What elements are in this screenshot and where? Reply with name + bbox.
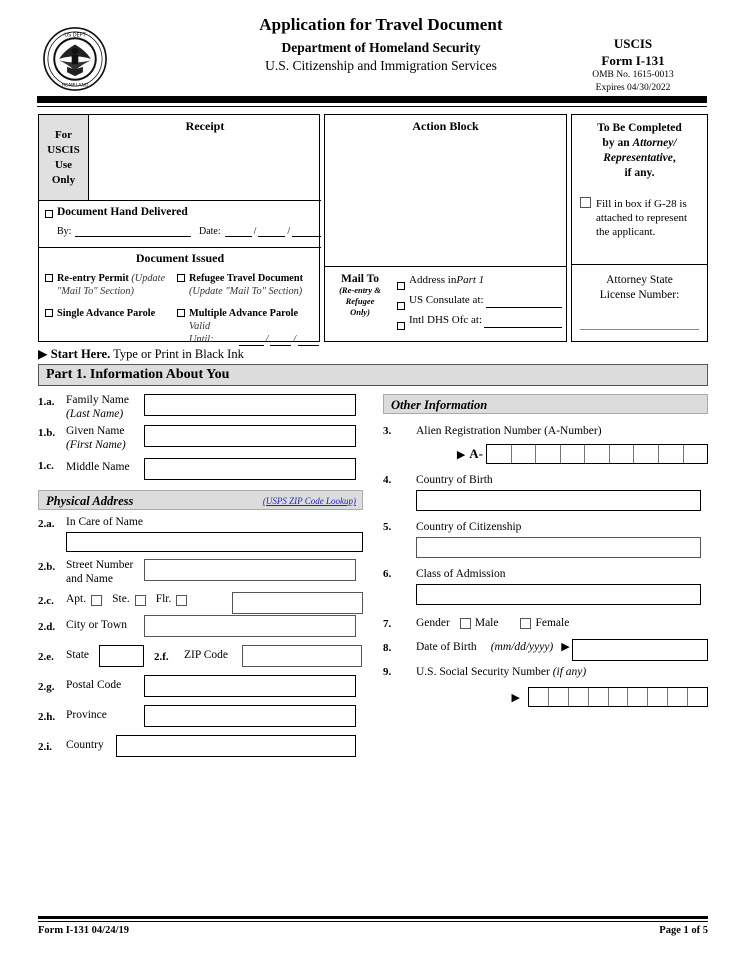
- attorney-title-line-2: [580, 136, 699, 151]
- ssn-cell-6[interactable]: [628, 688, 648, 706]
- field-row-in-care-of-name: [38, 516, 363, 530]
- valid-sep-2: /: [293, 334, 297, 345]
- field-row-unit-type: [38, 593, 363, 607]
- valid-sep-1: /: [265, 334, 269, 345]
- field-label-middle-name: Middle Name: [66, 461, 130, 473]
- field-label-state: State: [66, 649, 89, 662]
- attorney-title-line-3-post: ,: [672, 152, 676, 164]
- hand-delivered-section: [39, 201, 321, 248]
- field-num-4: 4.: [383, 474, 392, 486]
- street-number-and-name-input[interactable]: [144, 559, 356, 581]
- field-row-given-name: [38, 425, 363, 452]
- field-num-1b: 1.b.: [38, 427, 56, 439]
- mail-to-label: [325, 267, 395, 343]
- right-column: [383, 390, 708, 707]
- other-information-header: [383, 394, 708, 414]
- by-label: By:: [57, 226, 72, 237]
- footer-page-number: Page 1 of 5: [659, 925, 708, 936]
- footer-form-info: Form I-131 04/24/19: [38, 925, 129, 936]
- field-label-postal-code: Postal Code: [66, 679, 122, 692]
- a-cell-8[interactable]: [659, 445, 684, 463]
- multiple-advance-parole-option[interactable]: [177, 307, 319, 320]
- ssn-entry-row: [383, 687, 708, 707]
- attorney-license-line-2: License Number:: [599, 289, 680, 301]
- valid-until-label: Valid Until:: [189, 321, 214, 345]
- attorney-title-line-3: [580, 151, 699, 166]
- single-advance-parole-checkbox[interactable]: [45, 309, 53, 317]
- ssn-cell-3[interactable]: [569, 688, 589, 706]
- ssn-cell-5[interactable]: [609, 688, 629, 706]
- middle-name-input[interactable]: [144, 458, 356, 480]
- gender-male-label: Male: [474, 617, 499, 629]
- g28-checkbox-row[interactable]: [580, 197, 699, 239]
- refugee-travel-document-option[interactable]: [177, 272, 319, 285]
- mail-to-section: [325, 267, 566, 343]
- mail-to-address-part1-option[interactable]: [397, 273, 562, 288]
- given-name-line-2: (First Name): [66, 438, 126, 451]
- a-cell-5[interactable]: [585, 445, 610, 463]
- field-label-country-of-citizenship: Country of Citizenship: [416, 521, 522, 533]
- gender-female-checkbox[interactable]: [520, 618, 531, 629]
- country-of-birth-input[interactable]: [416, 490, 701, 511]
- mail-to-address-part1-checkbox[interactable]: [397, 282, 405, 290]
- hand-delivered-checkbox[interactable]: [45, 210, 53, 218]
- left-column: [38, 390, 363, 757]
- valid-until-year-input[interactable]: [298, 335, 319, 346]
- reentry-permit-note: (Update: [131, 273, 166, 284]
- field-row-province: [38, 705, 363, 727]
- svg-text:HOMELAND: HOMELAND: [61, 83, 89, 89]
- for-uscis-use-only-label: [39, 115, 89, 201]
- attorney-license-line-1: Attorney State: [606, 274, 673, 286]
- field-row-country-of-birth: [383, 473, 708, 487]
- multiple-advance-parole-label: Multiple Advance Parole: [189, 308, 299, 319]
- mail-to-address-part1-label: Address in: [409, 274, 457, 286]
- valid-until-month-input[interactable]: [239, 335, 264, 346]
- family-name-line-1: Family Name: [66, 394, 129, 406]
- mail-to-us-consulate-input[interactable]: [486, 296, 562, 308]
- g28-checkbox[interactable]: [580, 197, 591, 208]
- a-cell-6[interactable]: [610, 445, 635, 463]
- apt-checkbox[interactable]: [91, 595, 102, 606]
- a-cell-4[interactable]: [561, 445, 586, 463]
- receipt-section: [38, 114, 320, 345]
- flr-label: Flr.: [155, 593, 172, 606]
- a-cell-9[interactable]: [684, 445, 708, 463]
- mail-to-intl-dhs-label: Intl DHS Ofc at:: [409, 314, 483, 326]
- agency-name: Department of Homeland Security: [281, 40, 481, 55]
- postal-code-input[interactable]: [144, 675, 356, 697]
- a-cell-3[interactable]: [536, 445, 561, 463]
- field-num-2b: 2.b.: [38, 561, 56, 573]
- field-num-2c: 2.c.: [38, 595, 54, 607]
- zip-code-input[interactable]: [242, 645, 362, 667]
- svg-text:US DEPT: US DEPT: [64, 32, 86, 39]
- country-of-citizenship-input[interactable]: [416, 537, 701, 558]
- mail-to-us-consulate-option[interactable]: [397, 293, 562, 308]
- field-label-class-of-admission: Class of Admission: [416, 568, 506, 580]
- date-of-birth-format: (mm/dd/yyyy): [490, 641, 554, 653]
- field-label-street-number-and-name: [66, 559, 144, 586]
- field-num-2f: 2.f.: [154, 651, 169, 663]
- single-advance-parole-label: Single Advance Parole: [57, 308, 156, 319]
- field-row-state-zip: [38, 645, 363, 667]
- street-line-2: and Name: [66, 572, 113, 585]
- attorney-title-line-3-em: Representative: [603, 152, 673, 164]
- date-of-birth-arrow-icon: ▶: [561, 641, 570, 653]
- province-input[interactable]: [144, 705, 356, 727]
- family-name-input[interactable]: [144, 394, 356, 416]
- mail-to-sub-2: Refugee: [345, 296, 375, 306]
- a-cell-2[interactable]: [512, 445, 537, 463]
- date-of-birth-row: [416, 640, 570, 654]
- by-input[interactable]: [75, 225, 191, 237]
- title-block: [186, 14, 576, 75]
- country-input[interactable]: [116, 735, 356, 757]
- field-row-street-number-and-name: [38, 559, 363, 586]
- ssn-input[interactable]: [528, 687, 708, 707]
- a-number-arrow-icon: ▶: [456, 448, 466, 461]
- ssn-label-em: (if any): [552, 666, 587, 678]
- omb-number: OMB No. 1615-0013: [592, 70, 674, 80]
- field-row-country: [38, 735, 363, 757]
- attorney-title-line-1: To Be Completed: [597, 122, 682, 134]
- field-label-family-name: [66, 394, 144, 421]
- mail-to-intl-dhs-option[interactable]: [397, 313, 562, 328]
- field-row-country-of-citizenship: [383, 520, 708, 534]
- reentry-permit-checkbox[interactable]: [45, 274, 53, 282]
- attorney-top: [572, 115, 707, 265]
- issued-col-right: [177, 272, 319, 346]
- uscis-label: USCIS: [613, 36, 653, 51]
- a-cell-7[interactable]: [634, 445, 659, 463]
- field-num-1a: 1.a.: [38, 396, 55, 408]
- field-num-1c: 1.c.: [38, 460, 54, 472]
- date-label: Date:: [198, 226, 221, 237]
- form-number: Form I-131: [601, 53, 665, 68]
- uscis-form-block: [558, 36, 708, 95]
- start-here-bold: Start Here.: [50, 347, 111, 361]
- footer-divider-thin: [38, 921, 708, 922]
- for-line-4: Only: [51, 174, 76, 186]
- date-of-birth-label: Date of Birth: [416, 641, 477, 653]
- dhs-seal-icon: [42, 26, 108, 92]
- field-label-country: Country: [66, 739, 104, 752]
- class-of-admission-input[interactable]: [416, 584, 701, 605]
- single-advance-parole-option[interactable]: [45, 307, 177, 320]
- ste-label: Ste.: [112, 593, 130, 606]
- mail-to-us-consulate-label: US Consulate at:: [409, 294, 484, 306]
- date-year-input[interactable]: [292, 225, 321, 237]
- street-line-1: Street Number: [66, 559, 134, 571]
- field-row-family-name: [38, 394, 363, 421]
- date-sep-1: /: [253, 226, 257, 237]
- date-month-input[interactable]: [225, 225, 252, 237]
- field-label-alien-registration-number: Alien Registration Number (A-Number): [416, 425, 602, 437]
- refugee-travel-document-label: Refugee Travel Document: [189, 273, 303, 284]
- field-num-2h: 2.h.: [38, 711, 56, 723]
- field-label-in-care-of-name: In Care of Name: [66, 516, 143, 528]
- for-line-3: Use: [54, 159, 73, 171]
- field-num-8: 8.: [383, 641, 392, 654]
- field-row-alien-registration-number: [383, 424, 708, 438]
- attorney-title-line-2-em: Attorney/: [632, 137, 677, 149]
- footer-divider-thick: [38, 916, 708, 919]
- field-row-ssn: [383, 665, 708, 679]
- apt-label: Apt.: [66, 593, 87, 606]
- mail-to-title: Mail To: [340, 273, 380, 285]
- action-block-section: [324, 114, 567, 342]
- field-label-province: Province: [66, 709, 107, 722]
- field-num-3: 3.: [383, 425, 392, 437]
- gender-options: [416, 616, 569, 630]
- field-row-postal-code: [38, 675, 363, 697]
- a-number-prefix: A-: [469, 446, 483, 461]
- field-num-2g: 2.g.: [38, 681, 55, 693]
- ssn-cell-4[interactable]: [589, 688, 609, 706]
- state-input[interactable]: [99, 645, 144, 667]
- ste-checkbox[interactable]: [135, 595, 146, 606]
- for-line-1: For: [54, 129, 73, 141]
- hand-delivered-label: Document Hand Delivered: [57, 206, 188, 218]
- field-num-2i: 2.i.: [38, 741, 53, 753]
- valid-until-day-input[interactable]: [270, 335, 291, 346]
- ssn-cell-1[interactable]: [529, 688, 549, 706]
- mail-to-intl-dhs-checkbox[interactable]: [397, 322, 405, 330]
- field-num-2a: 2.a.: [38, 518, 55, 530]
- ssn-cell-2[interactable]: [549, 688, 569, 706]
- attorney-section: [571, 114, 708, 342]
- reentry-permit-option[interactable]: [45, 272, 177, 285]
- agency-subname: U.S. Citizenship and Immigration Services: [265, 58, 497, 73]
- mail-to-address-part1-em: Part 1: [456, 274, 485, 286]
- physical-address-header: [38, 490, 363, 510]
- field-num-6: 6.: [383, 568, 392, 580]
- gender-male-checkbox[interactable]: [460, 618, 471, 629]
- ssn-arrow-icon: ▶: [511, 691, 520, 704]
- start-here-arrow-icon: ▶: [38, 347, 48, 361]
- header-divider-thin: [37, 106, 707, 107]
- start-here-rest: Type or Print in Black Ink: [113, 347, 244, 361]
- other-information-title: Other Information: [391, 397, 488, 412]
- in-care-of-name-input[interactable]: [66, 532, 363, 552]
- field-num-9: 9.: [383, 666, 392, 678]
- field-row-middle-name: [38, 458, 363, 480]
- given-name-input[interactable]: [144, 425, 356, 447]
- unit-number-input[interactable]: [232, 592, 363, 614]
- field-row-city-or-town: [38, 615, 363, 637]
- mail-to-sub-1: (Re-entry &: [339, 285, 381, 295]
- date-sep-2: /: [287, 226, 291, 237]
- field-num-2d: 2.d.: [38, 621, 56, 633]
- part1-header: Part 1. Information About You: [38, 364, 708, 386]
- reentry-permit-label: Re-entry Permit: [57, 273, 129, 284]
- mail-to-sub-3: Only): [350, 307, 370, 317]
- alien-registration-number-input[interactable]: [486, 444, 708, 464]
- attorney-license-section: [572, 265, 707, 343]
- field-label-country-of-birth: Country of Birth: [416, 474, 493, 486]
- field-row-gender: [383, 616, 708, 630]
- ssn-cell-7[interactable]: [648, 688, 668, 706]
- alien-number-entry-row: [383, 444, 708, 464]
- hand-delivered-row: [45, 206, 321, 218]
- mail-to-options: [395, 267, 566, 343]
- field-num-5: 5.: [383, 521, 392, 533]
- action-block-title: Action Block: [412, 119, 479, 133]
- valid-until-row: [177, 320, 319, 346]
- mail-to-us-consulate-checkbox[interactable]: [397, 302, 405, 310]
- date-day-input[interactable]: [258, 225, 285, 237]
- field-label-zip-code: ZIP Code: [184, 649, 228, 662]
- gender-female-label: Female: [535, 617, 570, 629]
- family-name-line-2: (Last Name): [66, 407, 124, 420]
- field-num-2e: 2.e.: [38, 651, 54, 663]
- unit-type-options: [66, 593, 195, 607]
- date-of-birth-input[interactable]: [572, 639, 708, 661]
- issued-col-left: [45, 272, 177, 346]
- receipt-label: [89, 115, 321, 201]
- physical-address-title: Physical Address: [46, 493, 134, 508]
- form-header: [36, 14, 708, 94]
- receipt-title: Receipt: [185, 119, 225, 133]
- ssn-cell-9[interactable]: [688, 688, 707, 706]
- flr-checkbox[interactable]: [176, 595, 187, 606]
- attorney-title: [580, 121, 699, 181]
- field-label-city-or-town: City or Town: [66, 619, 127, 632]
- expiration-date: Expires 04/30/2022: [595, 83, 671, 93]
- city-or-town-input[interactable]: [144, 615, 356, 637]
- given-name-line-1: Given Name: [66, 425, 125, 437]
- multiple-advance-parole-checkbox[interactable]: [177, 309, 185, 317]
- field-row-class-of-admission: [383, 567, 708, 581]
- for-line-2: USCIS: [47, 144, 80, 156]
- attorney-title-line-2-pre: by an: [602, 137, 633, 149]
- reentry-permit-sub: "Mail To" Section): [57, 286, 134, 297]
- attorney-title-line-4: if any.: [624, 167, 655, 179]
- field-label-ssn: [416, 665, 586, 679]
- ssn-label: U.S. Social Security Number: [416, 666, 553, 678]
- header-divider-thick: [37, 96, 707, 103]
- mail-to-intl-dhs-input[interactable]: [484, 316, 562, 328]
- refugee-travel-document-sub: (Update "Mail To" Section): [189, 286, 303, 297]
- usps-zip-lookup-link[interactable]: (USPS ZIP Code Lookup): [262, 496, 356, 506]
- document-issued-section: [39, 248, 321, 343]
- start-here-instruction: [38, 346, 244, 362]
- form-main-title: Application for Travel Document: [259, 15, 503, 34]
- action-block-label: [325, 115, 566, 267]
- a-cell-1[interactable]: [487, 445, 512, 463]
- field-row-date-of-birth: [383, 640, 708, 654]
- field-label-given-name: [66, 425, 144, 452]
- attorney-license-input[interactable]: [580, 329, 699, 330]
- g28-checkbox-label: Fill in box if G-28 is attached to represent the applicant.: [596, 198, 688, 238]
- field-num-7: 7.: [383, 617, 392, 630]
- refugee-travel-document-checkbox[interactable]: [177, 274, 185, 282]
- document-issued-options: [39, 266, 321, 346]
- gender-label: Gender: [416, 617, 450, 629]
- document-issued-label: Document Issued: [135, 251, 225, 265]
- official-use-table: [38, 114, 708, 345]
- by-date-row: [45, 225, 321, 237]
- ssn-cell-8[interactable]: [668, 688, 688, 706]
